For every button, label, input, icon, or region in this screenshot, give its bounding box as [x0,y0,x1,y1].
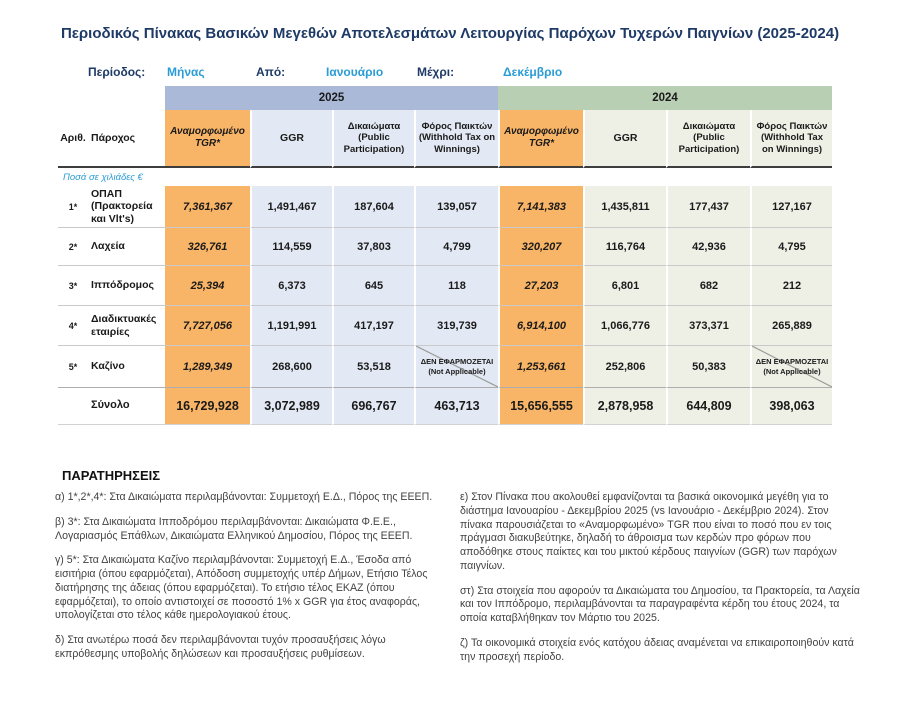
not-applicable-cell: ΔΕΝ ΕΦΑΡΜΟΖΕΤΑΙ (Not Applicable) [414,346,498,388]
col-header-rights-2025: Δικαιώματα (Public Participation) [332,110,414,168]
provider-label: Ιππόδρομος [88,266,165,306]
value-cell: 212 [750,266,832,306]
value-cell: 1,066,776 [583,306,666,346]
period-filter-bar [0,65,900,81]
period-label: Περίοδος: [88,65,146,79]
value-cell: 37,803 [332,228,414,266]
value-cell: 114,559 [250,228,332,266]
value-cell: 4,795 [750,228,832,266]
period-to-label: Μέχρι: [417,65,455,79]
row-number: 1* [58,186,88,228]
value-cell: 326,761 [165,228,250,266]
total-value-cell: 3,072,989 [250,388,332,425]
provider-label: Λαχεία [88,228,165,266]
value-cell: 319,739 [414,306,498,346]
value-cell: 6,373 [250,266,332,306]
value-cell: 1,491,467 [250,186,332,228]
year-header-2024: 2024 [498,86,832,110]
units-note: Ποσά σε χιλιάδες € [58,168,832,186]
value-cell: 1,289,349 [165,346,250,388]
value-cell: 6,801 [583,266,666,306]
value-cell: 118 [414,266,498,306]
provider-label: Διαδικτυακές εταιρίες [88,306,165,346]
year-header-2025: 2025 [165,86,498,110]
value-cell: 645 [332,266,414,306]
row-number: 3* [58,266,88,306]
notes-left-column [55,491,448,673]
notes-right-column [460,491,862,675]
value-cell: 7,727,056 [165,306,250,346]
value-cell: 27,203 [498,266,583,306]
value-cell: 265,889 [750,306,832,346]
value-cell: 7,141,383 [498,186,583,228]
value-cell: 139,057 [414,186,498,228]
year-band-spacer [58,86,165,110]
note-f: στ) Στα στοιχεία που αφορούν τα Δικαιώματα του Δημοσίου, τα Πρακτορεία, τα Λαχεία και τον Ιππόδρομο, περιλαμβάνονται τα παραγραφέντα κέρδη του έτους 2024, τα οποία καταβλήθηκαν τον Μάρτιο του 2025. [460,584,860,625]
value-cell: 1,253,661 [498,346,583,388]
value-cell: 373,371 [666,306,750,346]
value-cell: 1,191,991 [250,306,332,346]
total-value-cell: 463,713 [414,388,498,425]
total-value-cell: 16,729,928 [165,388,250,425]
note-g: ζ) Τα οικονομικά στοιχεία ενός κατόχου άδειας αναμένεται να επικαιροποιηθούν κατά την προσεχή περίοδο. [460,636,854,663]
provider-label: ΟΠΑΠ (Πρακτορεία και Vlt's) [88,186,165,228]
col-header-ggr-2024: GGR [583,110,666,168]
value-cell: 320,207 [498,228,583,266]
notes-heading: ΠΑΡΑΤΗΡΗΣΕΙΣ [62,468,161,483]
total-label: Σύνολο [88,388,165,425]
col-header-provider: Πάροχος [88,110,165,168]
value-cell: 417,197 [332,306,414,346]
row-number: 4* [58,306,88,346]
results-table [58,86,832,425]
value-cell: 6,914,100 [498,306,583,346]
row-number: 5* [58,346,88,388]
value-cell: 177,437 [666,186,750,228]
value-cell: 42,936 [666,228,750,266]
value-cell: 187,604 [332,186,414,228]
col-header-ggr-2025: GGR [250,110,332,168]
col-header-rights-2024: Δικαιώματα (Public Participation) [666,110,750,168]
value-cell: 268,600 [250,346,332,388]
col-header-tax-2024: Φόρος Παικτών (Withhold Tax on Winnings) [750,110,832,168]
period-from-label: Από: [256,65,286,79]
total-value-cell: 15,656,555 [498,388,583,425]
total-value-cell: 398,063 [750,388,832,425]
total-value-cell: 696,767 [332,388,414,425]
value-cell: 25,394 [165,266,250,306]
period-type-value[interactable]: Μήνας [167,65,205,79]
value-cell: 116,764 [583,228,666,266]
total-row-spacer [58,388,88,425]
value-cell: 682 [666,266,750,306]
row-number: 2* [58,228,88,266]
value-cell: 1,435,811 [583,186,666,228]
value-cell: 252,806 [583,346,666,388]
col-header-tgr-2025: Αναμορφωμένο TGR* [165,110,250,168]
not-applicable-cell: ΔΕΝ ΕΦΑΡΜΟΖΕΤΑΙ (Not Applicable) [750,346,832,388]
col-header-tgr-2024: Αναμορφωμένο TGR* [498,110,583,168]
value-cell: 4,799 [414,228,498,266]
note-c: γ) 5*: Στα Δικαιώματα Καζίνο περιλαμβάνονται: Συμμετοχή Ε.Δ., Έσοδα από εισιτήρια (όπου εφαρμόζεται), Απόδοση συμμετοχής υπέρ Δήμων, Ετήσιο Τέλος διατήρησης της άδειας (όπου εφαρμόζεται). Το ετήσιο τέλος ΕΚΑΖ (όπου εφαρμόζεται), το οποίο αντιστοιχεί σε ποσοστό 1% x GGR για έτος αναφοράς, υπολογίζεται στο τέλος κάθε ημερολογιακού έτους. [55,554,428,622]
value-cell: 53,518 [332,346,414,388]
page-title: Περιοδικός Πίνακας Βασικών Μεγεθών Αποτελεσμάτων Λειτουργίας Παρόχων Τυχερών Παιγνίων (2025-2024) [60,25,840,42]
note-d: δ) Στα ανωτέρω ποσά δεν περιλαμβάνονται τυχόν προσαυξήσεις λόγω εκπρόθεσμης υποβολής δηλώσεων και προσαυξήσεις ρυθμίσεων. [55,634,386,660]
total-value-cell: 2,878,958 [583,388,666,425]
note-a: α) 1*,2*,4*: Στα Δικαιώματα περιλαμβάνονται: Συμμετοχή Ε.Δ., Πόρος της ΕΕΕΠ. [55,491,433,503]
total-value-cell: 644,809 [666,388,750,425]
period-from-value[interactable]: Ιανουάριο [326,65,384,79]
col-header-num: Αριθ. [58,110,88,168]
period-to-value[interactable]: Δεκέμβριο [503,65,563,79]
value-cell: 127,167 [750,186,832,228]
note-e: ε) Στον Πίνακα που ακολουθεί εμφανίζονται τα βασικά οικονομικά μεγέθη για το διάστημα Ιανουαρίου - Δεκεμβρίου 2025 (vs Ιανουάριο - Δεκέμβριο 2024). Στον πίνακα παρουσιάζεται το «Αναμορφωμένο» TGR που είναι το ποσό που εν τοις πράγμασι διακυβεύτηκε, δηλαδή το άθροισμα των κερδών προ φόρων που αποδόθηκε στους παίκτες και του μικτού κέρδους παιγνίων (GGR) των παρόχων παιγνίων. [460,491,837,572]
value-cell: 7,361,367 [165,186,250,228]
note-b: β) 3*: Στα Δικαιώματα Ιπποδρόμου περιλαμβάνονται: Δικαιώματα Φ.Ε.Ε., Λογαριασμός Επάθλων, Δικαιώματα Ελληνικού Δημοσίου, Πόρος της ΕΕΕΠ. [55,515,413,542]
provider-label: Καζίνο [88,346,165,388]
col-header-tax-2025: Φόρος Παικτών (Withhold Tax on Winnings) [414,110,498,168]
value-cell: 50,383 [666,346,750,388]
